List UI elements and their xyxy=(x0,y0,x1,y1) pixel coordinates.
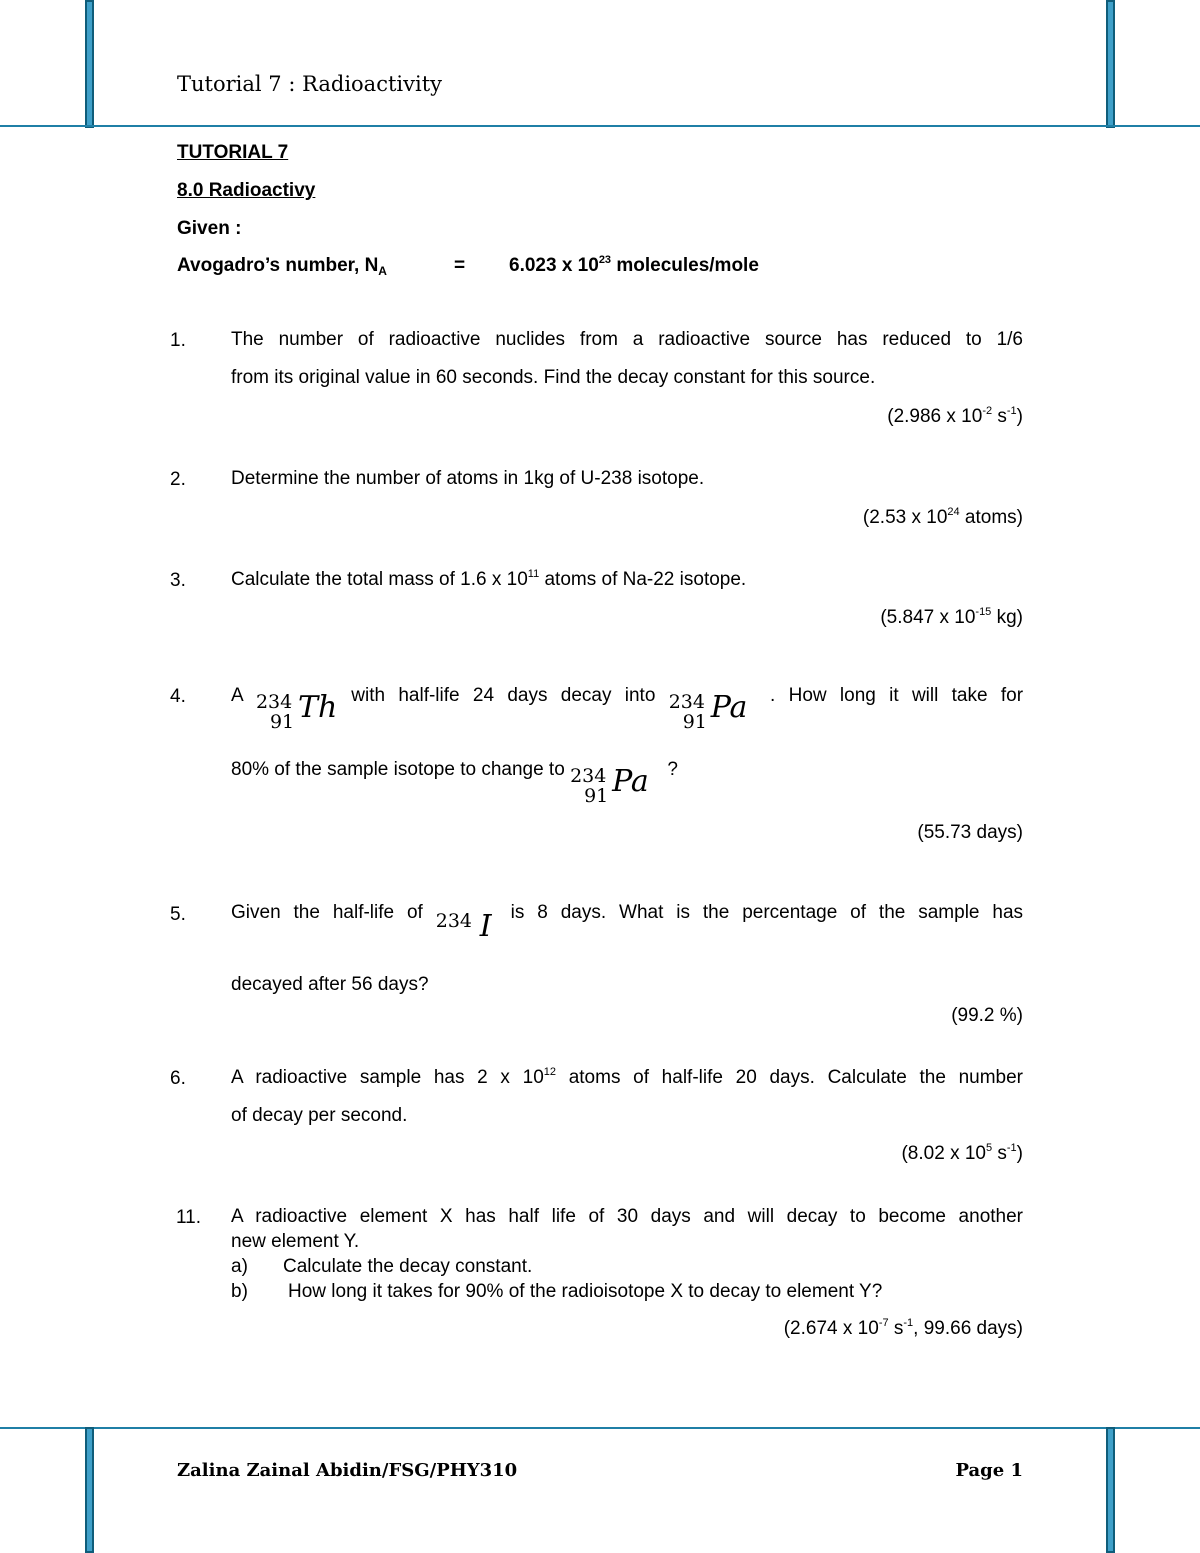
bottom-right-border-bar xyxy=(1106,1427,1115,1553)
q2-number: 2. xyxy=(170,469,186,490)
q6-number: 6. xyxy=(170,1068,186,1089)
header-rule xyxy=(0,125,1200,127)
q1-answer: (2.986 x $10^{-2}$ $s^{-1}$) xyxy=(887,405,1023,427)
q3-number: 3. xyxy=(170,570,186,591)
protactinium-isotope-2: 234 91 Pa xyxy=(570,763,649,807)
avogadro-value: 6.023 x 10 xyxy=(509,255,599,276)
q2-answer: (2.53 x $10^{24}$ atoms) xyxy=(862,506,1023,528)
top-right-border-bar xyxy=(1106,0,1115,128)
q1-number: 1. xyxy=(170,330,186,351)
header-title: Tutorial 7 : Radioactivity xyxy=(177,72,443,96)
q6-answer: (8.02 x $10^5$ $s^{-1}$) xyxy=(901,1142,1023,1164)
thorium-isotope: 234 91 Th xyxy=(255,689,338,733)
q4-answer: (55.73 days) xyxy=(917,822,1023,843)
q3-answer: (5.847 x $10^{-15}$ kg) xyxy=(880,606,1023,628)
footer-author: Zalina Zainal Abidin/FSG/PHY310 xyxy=(177,1460,518,1481)
avogadro-unit: molecules/mole xyxy=(616,255,759,276)
footer-rule xyxy=(0,1427,1200,1429)
q5-number: 5. xyxy=(170,904,186,925)
q11-part-a: a) Calculate the decay constant. xyxy=(231,1256,533,1277)
bottom-left-border-bar xyxy=(85,1427,94,1553)
footer-page-number: Page 1 xyxy=(955,1460,1023,1481)
q4-number: 4. xyxy=(170,686,186,707)
protactinium-isotope: 234 91 Pa xyxy=(668,689,748,733)
q11-text: A radioactive element X has half life of 30 days and will decay to become another new element Y. xyxy=(231,1206,1023,1252)
q11-number: 11. xyxy=(176,1207,202,1228)
q5-text-line2: decayed after 56 days? xyxy=(231,974,429,995)
q5-text: Given the half-life of 234 I is 8 days. What is the percentage of the sample has xyxy=(231,883,1023,943)
avogadro-label: Avogadro’s number, N xyxy=(177,255,379,276)
q4-text-line2: 80% of the sample isotope to change to 234 91 Pa ? xyxy=(231,742,1023,798)
section-heading: 8.0 Radioactivy xyxy=(177,180,316,201)
avogadro-equals: = xyxy=(454,255,466,276)
iodine-isotope: 234 I xyxy=(435,908,492,944)
top-left-border-bar xyxy=(85,0,94,128)
given-label: Given : xyxy=(177,218,242,239)
q3-text: Calculate the total mass of 1.6 x $10^{11}$ atoms of Na-22 isotope. xyxy=(231,568,747,590)
q11-part-b: b) How long it takes for 90% of the radioisotope X to decay to element Y? xyxy=(231,1281,883,1302)
tutorial-heading: TUTORIAL 7 xyxy=(177,142,289,163)
q1-text: The number of radioactive nuclides from a radioactive source has reduced to 1/6 from its original value in 60 seconds. Find the decay constant for this source. xyxy=(231,329,1023,388)
q4-text: A 234 91 Th with half-life 24 days decay into 234 91 Pa . How long it will take for xyxy=(231,668,1023,724)
q6-text: A radioactive sample has 2 x $10^{12}$ atoms of half-life 20 days. Calculate the number of decay per second. xyxy=(231,1066,1024,1126)
q5-answer: (99.2 %) xyxy=(951,1005,1023,1026)
q2-text: Determine the number of atoms in 1kg of U-238 isotope. xyxy=(231,468,705,489)
q11-answer: (2.674 x $10^{-7}$ $s^{-1}$, 99.66 days) xyxy=(783,1317,1023,1339)
